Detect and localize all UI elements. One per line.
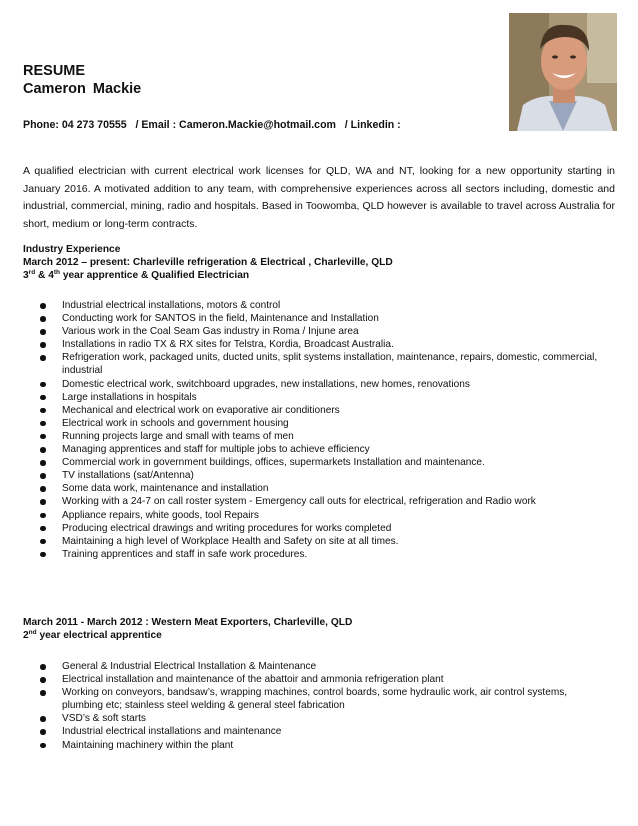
job-2-bullet-list: [40, 660, 602, 752]
bullet-text: Installations in radio TX & RX sites for Telstra, Kordia, Broadcast Australia.: [62, 339, 394, 351]
bullet-dot-icon: [40, 743, 46, 749]
bullet-text: Domestic electrical work, switchboard upgrades, new installations, new homes, renovations: [62, 378, 470, 390]
bullet-text: Some data work, maintenance and installation: [62, 483, 269, 495]
bullet-text: Maintaining a high level of Workplace Health and Safety on site at all times.: [62, 535, 399, 547]
role-ordinal-suffix-2: th: [53, 269, 60, 276]
role-ordinal-2: & 4: [35, 270, 54, 281]
bullet-dot-icon: [40, 329, 46, 335]
candidate-name: Cameron Mackie: [23, 81, 142, 97]
bullet-text: VSD’s & soft starts: [62, 713, 146, 725]
contact-line: Phone: 04 273 70555 / Email : Cameron.Mackie@hotmail.com / Linkedin :: [23, 119, 401, 131]
bullet-dot-icon: [40, 473, 46, 479]
bullet-item: [40, 417, 602, 430]
bullet-dot-icon: [40, 729, 46, 735]
bullet-text: Mechanical and electrical work on evaporative air conditioners: [62, 404, 340, 416]
bullet-dot-icon: [40, 499, 46, 505]
bullet-dot-icon: [40, 342, 46, 348]
job-section-2: [23, 616, 352, 642]
role-ordinal: 3: [23, 270, 29, 281]
bullet-dot-icon: [40, 539, 46, 545]
bullet-item: [40, 482, 602, 495]
experience-heading: Industry Experience: [23, 244, 121, 255]
bullet-item: [40, 325, 602, 338]
bullet-text: Conducting work for SANTOS in the field, Maintenance and Installation: [62, 313, 379, 325]
job-role: [23, 269, 393, 282]
bullet-dot-icon: [40, 486, 46, 492]
bullet-item: [40, 522, 602, 535]
job-period-company: March 2012 – present: Charleville refrigeration & Electrical , Charleville, QLD: [23, 257, 393, 268]
role-title: year apprentice & Qualified Electrician: [60, 270, 250, 281]
bullet-item: [40, 673, 602, 686]
role-ordinal-suffix: rd: [28, 269, 36, 276]
bullet-text: Working on conveyors, bandsaw’s, wrapping machines, control boards, some hydraulic work, air control systems, plumbing etc; stainless steel welding & general steel fabrication: [62, 687, 568, 712]
bullet-item: [40, 312, 602, 325]
bullet-text: Industrial electrical installations and maintenance: [62, 726, 282, 738]
bullet-item: [40, 495, 602, 508]
profile-photo: [509, 13, 617, 131]
bullet-item: [40, 404, 602, 417]
bullet-item: [40, 725, 602, 738]
bullet-item: [40, 443, 602, 456]
professional-summary: A qualified electrician with current electrical work licenses for QLD, WA and NT, looking for a new opportunity starting in January 2016. A motivated addition to any team, with comprehensive experiences across all sectors including, domestic and industrial, commercial, mining, radio and hospitals. Based in Toowomba, QLD however is available to travel across Australia for short, medium or long-term contracts.: [23, 165, 615, 230]
bullet-item: [40, 299, 602, 312]
bullet-item: [40, 378, 602, 391]
bullet-text: Producing electrical drawings and writing procedures for works completed: [62, 522, 392, 534]
bullet-text: Working with a 24-7 on call roster system - Emergency call outs for electrical, refrigeration and Radio work: [62, 496, 536, 508]
bullet-text: Running projects large and small with teams of men: [62, 430, 294, 442]
bullet-item: [40, 338, 602, 351]
bullet-dot-icon: [40, 316, 46, 322]
role-ordinal: 2: [23, 630, 29, 641]
bullet-dot-icon: [40, 382, 46, 388]
bullet-item: [40, 712, 602, 725]
bullet-dot-icon: [40, 408, 46, 414]
bullet-dot-icon: [40, 513, 46, 519]
bullet-text: Training apprentices and staff in safe work procedures.: [62, 548, 308, 560]
bullet-dot-icon: [40, 664, 46, 670]
bullet-dot-icon: [40, 303, 46, 309]
bullet-dot-icon: [40, 421, 46, 427]
bullet-item: [40, 430, 602, 443]
bullet-dot-icon: [40, 395, 46, 401]
bullet-dot-icon: [40, 526, 46, 532]
resume-label: RESUME: [23, 63, 86, 79]
job-section-1: [23, 243, 393, 282]
profile-photo-image: [509, 13, 617, 131]
bullet-item: [40, 535, 602, 548]
bullet-text: Electrical installation and maintenance of the abattoir and ammonia refrigeration plant: [62, 674, 444, 686]
bullet-item: [40, 391, 602, 404]
bullet-dot-icon: [40, 434, 46, 440]
job-period-company: March 2011 - March 2012 : Western Meat Exporters, Charleville, QLD: [23, 617, 353, 628]
bullet-dot-icon: [40, 447, 46, 453]
job-1-bullet-list: [40, 299, 602, 561]
bullet-text: Commercial work in government buildings, offices, supermarkets Installation and maintenance.: [62, 457, 485, 469]
bullet-text: Various work in the Coal Seam Gas industry in Roma / Injune area: [62, 326, 359, 338]
bullet-text: Maintaining machinery within the plant: [62, 739, 234, 751]
bullet-dot-icon: [40, 716, 46, 722]
bullet-text: Appliance repairs, white goods, tool Repairs: [62, 509, 259, 521]
bullet-text: Electrical work in schools and government housing: [62, 417, 289, 429]
job-role: [23, 629, 352, 642]
bullet-text: TV installations (sat/Antenna): [62, 470, 194, 482]
role-ordinal-suffix: nd: [28, 629, 37, 636]
bullet-item: [40, 456, 602, 469]
bullet-text: Large installations in hospitals: [62, 391, 197, 403]
bullet-dot-icon: [40, 690, 46, 696]
bullet-item: [40, 660, 602, 673]
bullet-dot-icon: [40, 677, 46, 683]
bullet-dot-icon: [40, 552, 46, 558]
bullet-item: [40, 686, 602, 712]
bullet-dot-icon: [40, 355, 46, 361]
bullet-dot-icon: [40, 460, 46, 466]
bullet-item: [40, 509, 602, 522]
bullet-text: Industrial electrical installations, motors & control: [62, 300, 281, 311]
role-title: year electrical apprentice: [36, 630, 162, 641]
bullet-text: Managing apprentices and staff for multiple jobs to achieve efficiency: [62, 444, 370, 456]
bullet-item: [40, 469, 602, 482]
bullet-item: [40, 548, 602, 561]
bullet-item: [40, 739, 602, 752]
bullet-text: General & Industrial Electrical Installation & Maintenance: [62, 661, 317, 672]
bullet-item: [40, 351, 602, 377]
bullet-text: Refrigeration work, packaged units, ducted units, split systems installation, maintenance, repairs, domestic, commercial, industrial: [62, 352, 598, 377]
